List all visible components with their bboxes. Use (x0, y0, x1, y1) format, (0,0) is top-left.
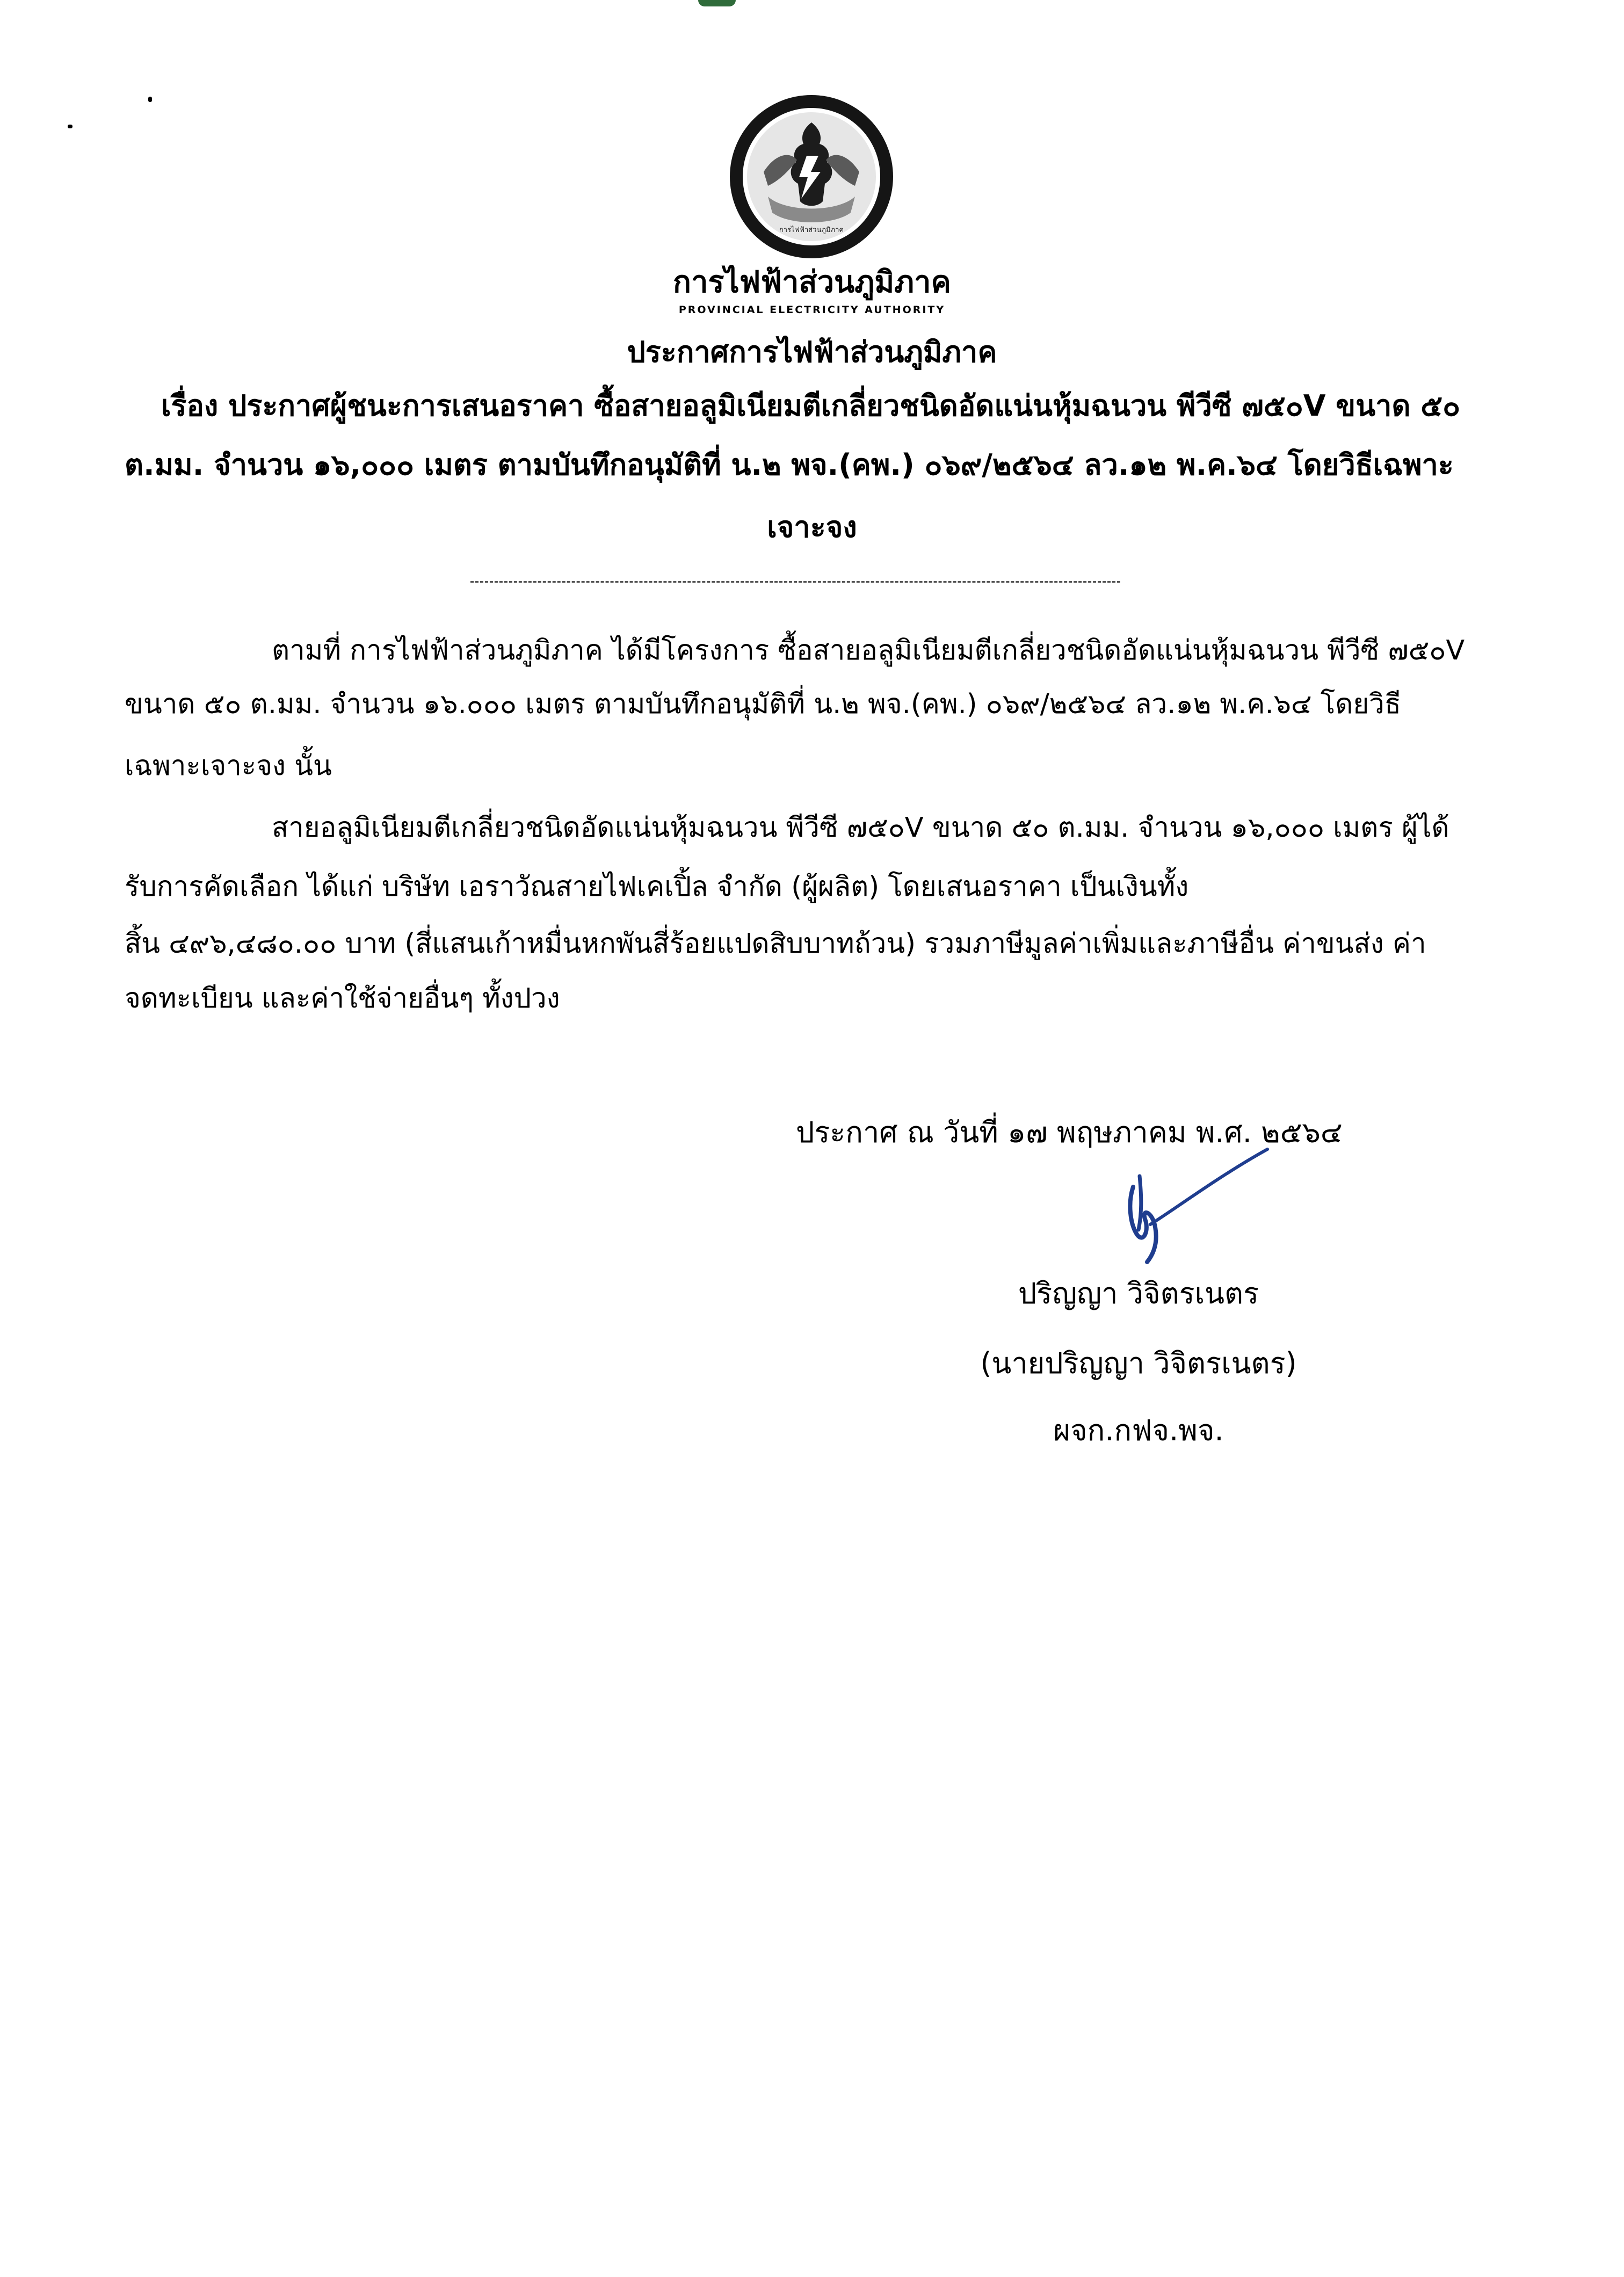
subject-line-1: เรื่อง ประกาศผู้ชนะการเสนอราคา ซื้อสายอลูมิเนียมตีเกลี่ยวชนิดอัดแน่นหุ้มฉนวน พีวีซี ๗๕๐V ขนาด ๕๐ (161, 389, 1461, 423)
scan-dot (148, 97, 152, 102)
scan-mark (698, 0, 736, 6)
paragraph-1-line-1: ตามที่ การไฟฟ้าส่วนภูมิภาค ได้มีโครงการ ซื้อสายอลูมิเนียมตีเกลี่ยวชนิดอัดแน่นหุ้มฉนวน พีวีซี ๗๕๐V (272, 635, 1465, 666)
paragraph-2-line-1: สายอลูมิเนียมตีเกลี่ยวชนิดอัดแน่นหุ้มฉนวน พีวีซี ๗๕๐V ขนาด ๕๐ ต.มม. จำนวน ๑๖,๐๐๐ เมตร ผู้ได้ (272, 812, 1449, 844)
pea-logo-icon (726, 91, 897, 262)
separator-line (470, 581, 1120, 583)
signer-position: ผจก.กฟจ.พจ. (1053, 1413, 1224, 1447)
subject-line-3: เจาะจง (767, 510, 857, 544)
org-name-english: PROVINCIAL ELECTRICITY AUTHORITY (678, 304, 946, 316)
signer-full-name: (นายปริญญา วิจิตรเนตร) (980, 1346, 1297, 1380)
scan-dot (68, 125, 73, 128)
announcement-date: ประกาศ ณ วันที่ ๑๗ พฤษภาคม พ.ศ. ๒๕๖๔ (796, 1115, 1343, 1149)
paragraph-1-line-3: เฉพาะเจาะจง นั้น (125, 750, 332, 782)
paragraph-1-line-2: ขนาด ๕๐ ต.มม. จำนวน ๑๖.๐๐๐ เมตร ตามบันทึกอนุมัติที่ น.๒ พจ.(คพ.) ๐๖๙/๒๕๖๔ ลว.๑๒ พ.ค.๖๔ โดยวิธี (125, 688, 1402, 720)
subject-line-2: ต.มม. จำนวน ๑๖,๐๐๐ เมตร ตามบันทึกอนุมัติที่ น.๒ พจ.(คพ.) ๐๖๙/๒๕๖๔ ลว.๑๒ พ.ค.๖๔ โดยวิธีเฉพาะ (125, 448, 1454, 482)
logo-text: การไฟฟ้าส่วนภูมิภาค (779, 226, 844, 234)
paragraph-2-line-3: สิ้น ๔๙๖,๔๘๐.๐๐ บาท (สี่แสนเก้าหมื่นหกพันสี่ร้อยแปดสิบบาทถ้วน) รวมภาษีมูลค่าเพิ่มและภาษีอื่น ค่าขนส่ง ค่า (125, 928, 1426, 960)
org-name-thai: การไฟฟ้าส่วนภูมิภาค (673, 265, 951, 300)
signature-icon (1112, 1144, 1273, 1267)
paragraph-2-line-4: จดทะเบียน และค่าใช้จ่ายอื่นๆ ทั้งปวง (125, 983, 560, 1014)
announcement-title: ประกาศการไฟฟ้าส่วนภูมิภาค (627, 335, 997, 369)
signer-name: ปริญญา วิจิตรเนตร (1018, 1277, 1259, 1310)
paragraph-2-line-2: รับการคัดเลือก ได้แก่ บริษัท เอราวัณสายไฟเคเปิ้ล จำกัด (ผู้ผลิต) โดยเสนอราคา เป็นเงินทั้ง (125, 871, 1189, 903)
